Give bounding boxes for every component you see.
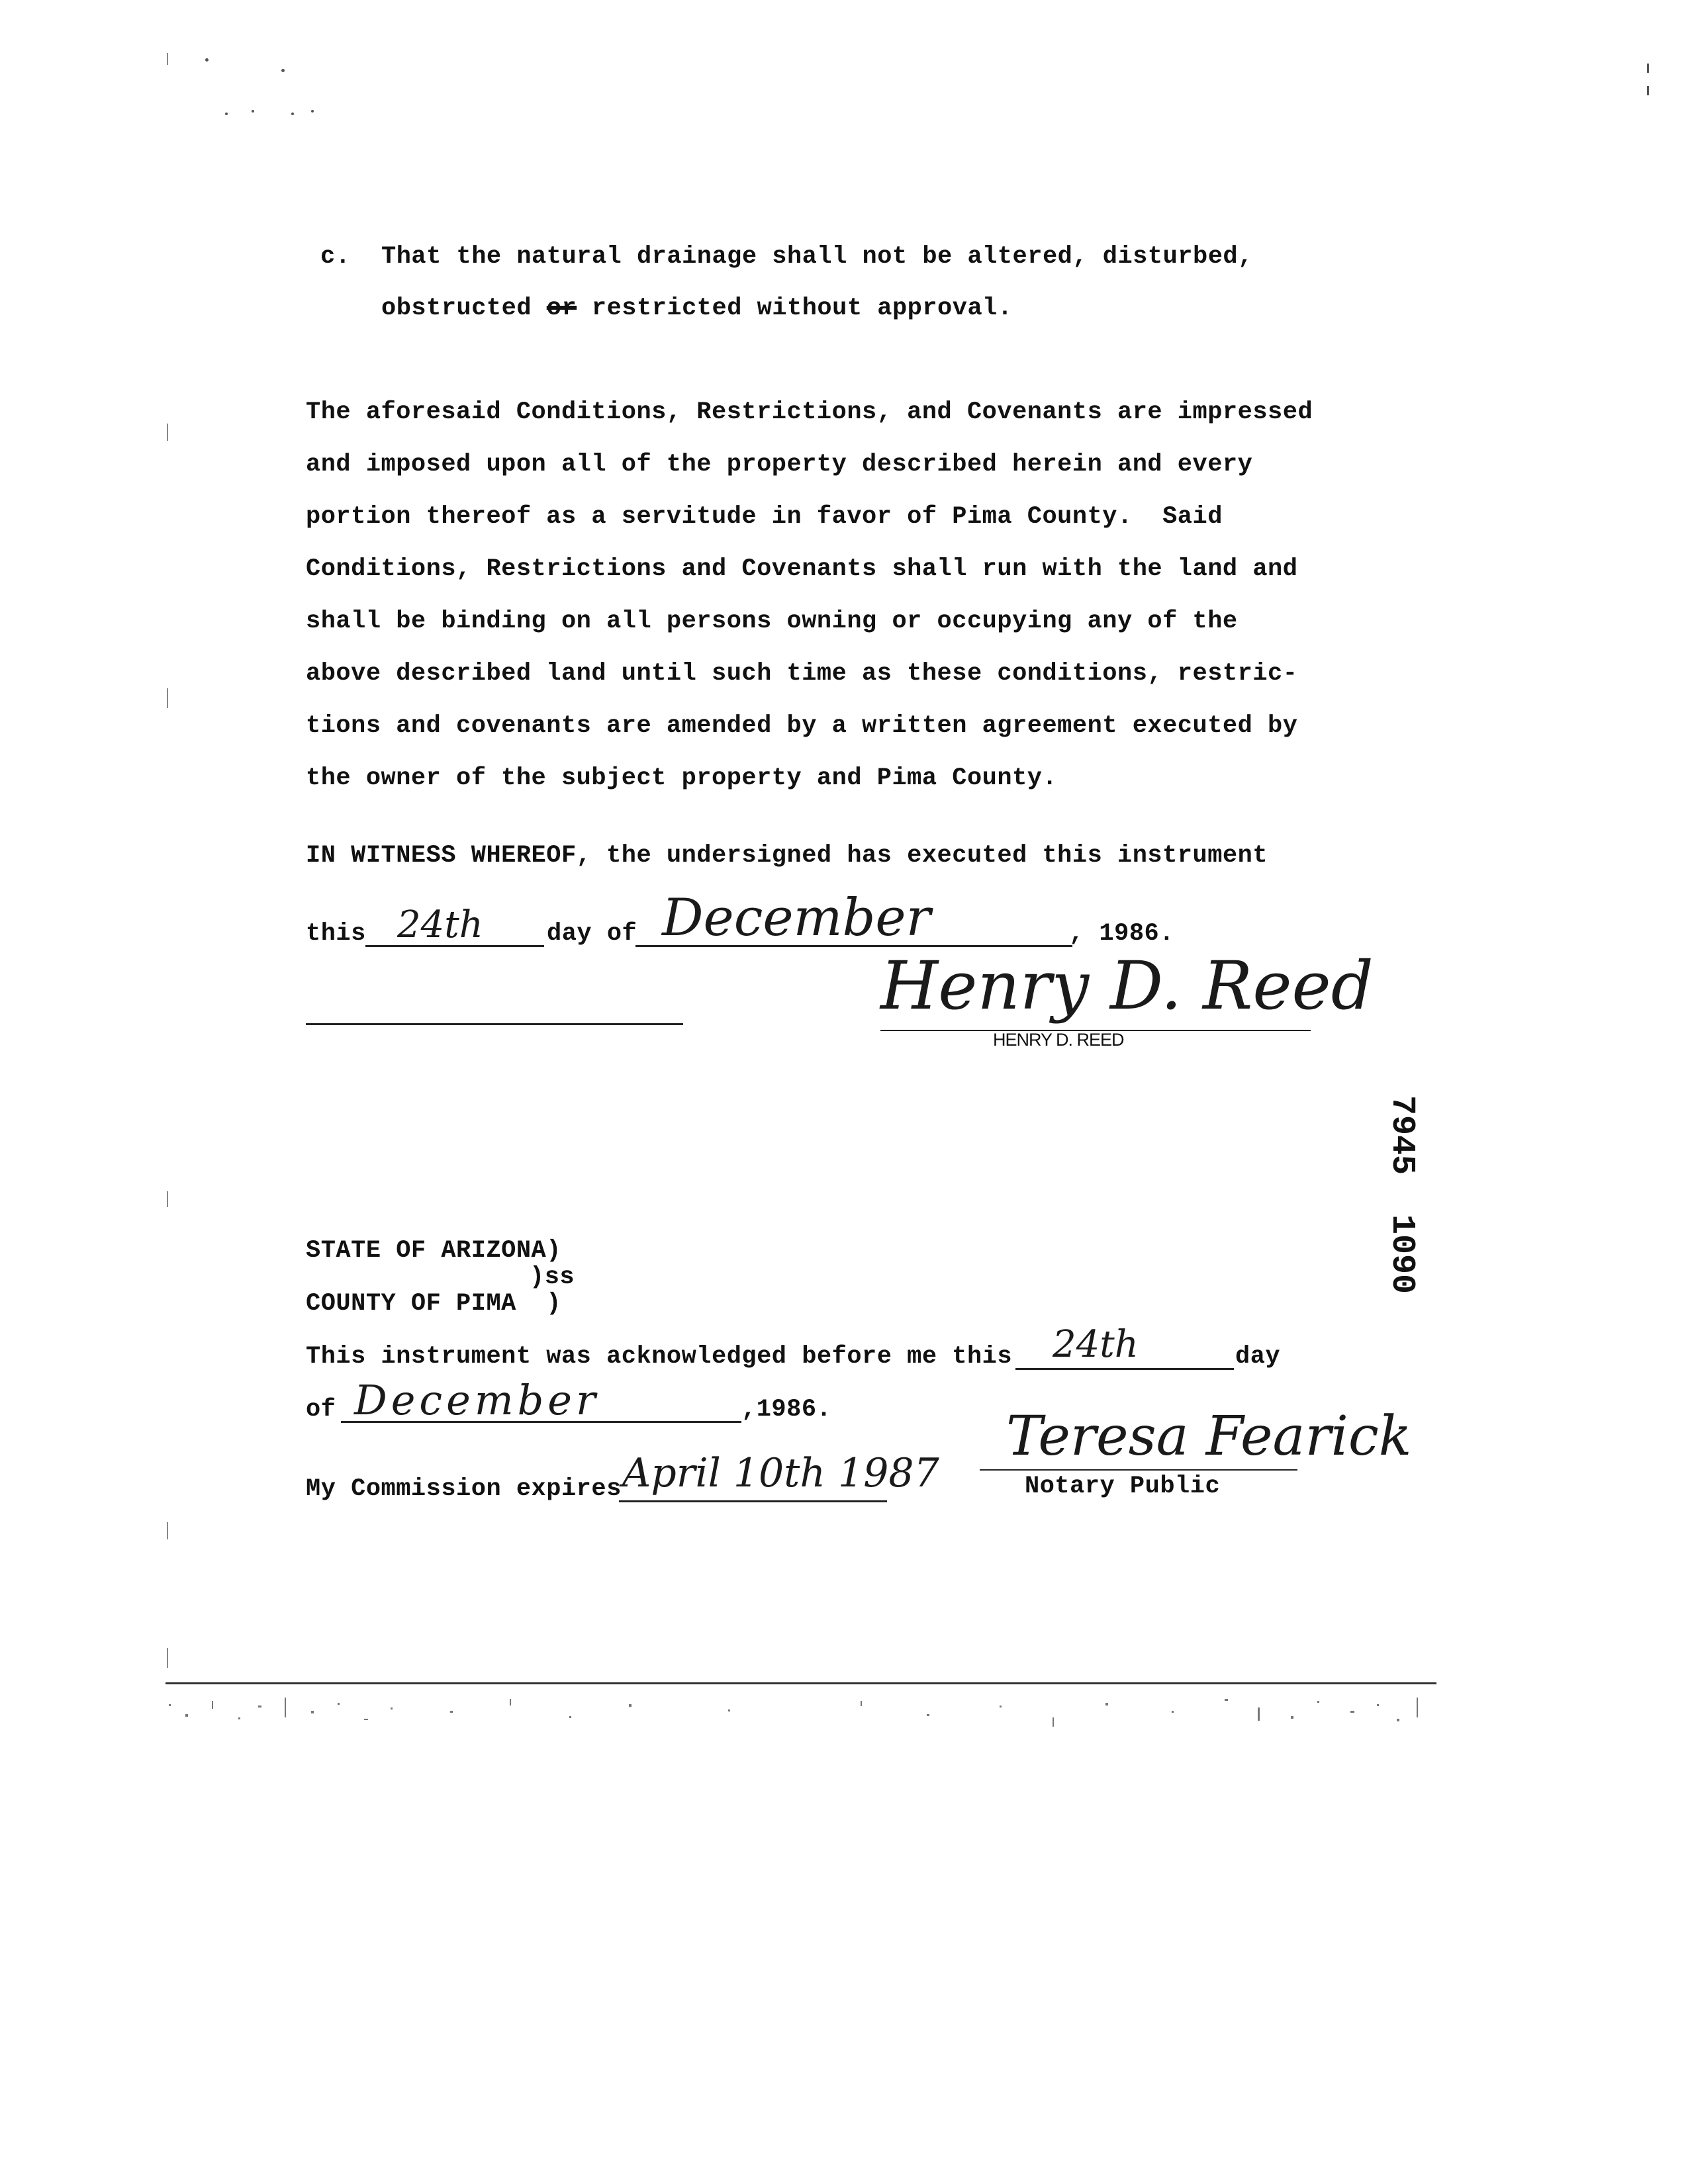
scan-speck	[281, 69, 285, 72]
clause-c-line-1: That the natural drainage shall not be altered, disturbed,	[381, 243, 1253, 271]
scan-speck	[225, 113, 228, 115]
handwritten-day: 24th	[397, 903, 483, 946]
paragraph-line: shall be binding on all persons owning or occupying any of the	[306, 608, 1238, 635]
date-this-label: this	[306, 920, 366, 948]
scan-noise	[165, 1691, 1436, 1737]
struck-word: or	[546, 295, 577, 322]
scan-speck	[311, 110, 314, 113]
margin-mark	[167, 1648, 168, 1668]
paragraph-line: tions and covenants are amended by a written agreement executed by	[306, 712, 1298, 740]
clause-c-line-2	[381, 296, 1013, 321]
clause-c-text: obstructed	[381, 295, 547, 322]
notary-ack-text: This instrument was acknowledged before me this	[306, 1343, 1013, 1371]
margin-mark	[167, 1191, 168, 1207]
recording-number: 7945 1090	[1383, 1095, 1421, 1295]
notary-state: STATE OF ARIZONA)	[306, 1237, 561, 1265]
date-day-of-label: day of	[547, 920, 637, 948]
scan-speck	[291, 113, 294, 115]
notary-day-label: day	[1235, 1343, 1281, 1371]
paragraph-line: Conditions, Restrictions and Covenants shall run with the land and	[306, 555, 1298, 583]
margin-mark	[167, 424, 168, 441]
notary-county: COUNTY OF PIMA )	[306, 1290, 561, 1318]
paragraph-line: The aforesaid Conditions, Restrictions, and Covenants are impressed	[306, 398, 1313, 426]
handwritten-month: December	[662, 888, 931, 948]
paragraph-line: portion thereof as a servitude in favor of Pima County. Said	[306, 503, 1223, 531]
paragraph-line: above described land until such time as these conditions, restric-	[306, 660, 1298, 688]
paragraph-line: and imposed upon all of the property described herein and every	[306, 451, 1253, 478]
notary-handwritten-day: 24th	[1053, 1323, 1139, 1366]
paragraph-line: the owner of the subject property and Pima County.	[306, 764, 1058, 792]
clause-letter: c.	[320, 243, 351, 271]
page-bottom-edge	[165, 1682, 1436, 1684]
scan-speck	[252, 110, 254, 113]
notary-year: ,1986.	[741, 1396, 832, 1424]
witness-signature-blank	[306, 1023, 683, 1025]
signer-printed-name: HENRY D. REED	[993, 1030, 1124, 1050]
notary-ss: )ss	[530, 1263, 575, 1291]
notary-handwritten-signature: Teresa Fearick	[1006, 1405, 1412, 1468]
margin-mark	[167, 688, 168, 708]
scan-speck	[1647, 86, 1649, 95]
margin-mark	[167, 53, 168, 65]
notary-public-label: Notary Public	[1025, 1473, 1221, 1500]
scan-speck	[1647, 64, 1649, 73]
notary-signature-line	[980, 1469, 1297, 1471]
notary-handwritten-month: December	[354, 1376, 600, 1424]
handwritten-signature: Henry D. Reed	[880, 947, 1374, 1024]
notary-of-label: of	[306, 1396, 336, 1424]
commission-label: My Commission expires	[306, 1475, 622, 1503]
date-year: , 1986.	[1069, 920, 1174, 948]
commission-blank	[619, 1500, 887, 1502]
notary-day-blank	[1015, 1368, 1234, 1370]
scan-speck	[205, 58, 209, 62]
margin-mark	[167, 1522, 168, 1539]
handwritten-expiration: April 10th 1987	[622, 1450, 939, 1496]
clause-c-text: restricted without approval.	[577, 295, 1013, 322]
witness-line: IN WITNESS WHEREOF, the undersigned has executed this instrument	[306, 842, 1268, 870]
